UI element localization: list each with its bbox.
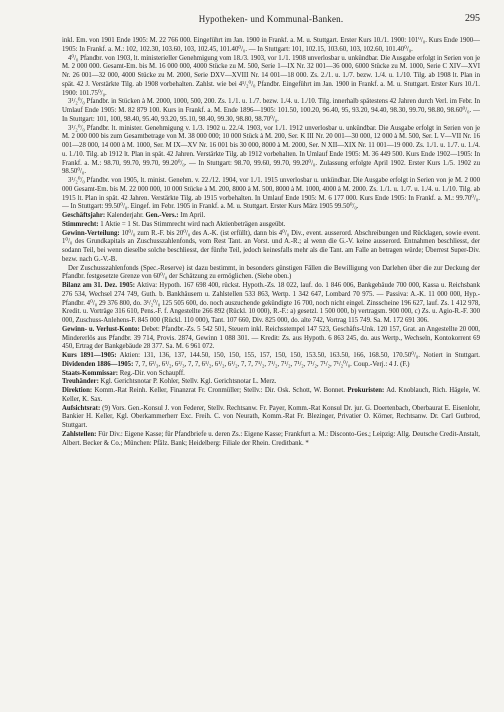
paragraph [62, 352, 480, 370]
text-run: 7, 7, 6²/₃, 6¹/₂, 6²/₃, 7, 7, 6¹/₂, 6¹/₂, 6¹/₂, 7, 7, 7¹/₂, 7¹/₂, 7¹/₂, 7¹/₂, 7¹/₂, 7¹/₂, 7¹/₂⁰/₀. Coup.-Verj.: 4 J. (F.) [133, 360, 410, 368]
section-label: Zahlstellen: [62, 430, 97, 438]
text-run: Reg.-Dir. von Schaupff. [118, 369, 185, 377]
section-label: Aufsichtsrat: [62, 404, 101, 412]
text-run: 3¹/₂⁰/₀ Pfandbr. in Stücken à M. 2000, 1000, 500, 200. Zs. 1./1. u. 1./7. bezw. 1./4. u. 1./10. Tilg. innerhalb spätestens 42 Jahren durch Verl. im Febr. In Umlauf Ende 1905: M. 82 879 100. Kurs in Frankf. a. M. Ende 1896—1905: 101.50, 100.20, 96.40, 95, 93.20, 94.40, 98.30, 99.70, 98.80, 98.60⁰/₀. — In Stuttgart: 101, 100, 98.40, 95.40, 93.20, 95.10, 98.40, 99.30, 98.80, 98.70⁰/₀. [62, 98, 480, 123]
text-run: 4⁰/₀ Pfandbr. von 1903, lt. ministerieller Genehmigung vom 18./3. 1903, vor 1./1. 1908 unverlosbar u. unkündbar. Die Ausgabe erfolgt in Serien von je M. 2 000 000. Gesamt-Em. bis M. 16 000 000, 4000 Stücke zu M. 500, Serie 1—IX Nr. 32 001—36 000, 6000 Stücke zu M. 1000, Serie C XIV—XVI Nr. 26 001—32 000, 4000 Stücke zu M. 2000, Serie DXV—XVIII Nr. 14 001—18 000. Zs. 2./1. u. 1./7. bezw. 1./4. u. 1./10. Tilg. ab 1908 lt. Plan in spät. 42 J. Verstärkte Tilg. ab 1908 vorbehalten. Zahlst. wie bei 4¹/₂⁰/₀ Pfandbr. Eingeführt im Jan. 1900 in Frankf. a. M. u. Stuttgart. Erster Kurs 10./1. 1900: 101.75⁰/₀. [62, 54, 480, 97]
section-label: Gewinn-Verteilung: [62, 229, 120, 237]
text-run: Ad. Knoblauch, Rich. Hägele, W. Keller, K. Sax. [62, 387, 480, 403]
text-run: (9) Vors. Gen.-Konsul J. von Federer, Stellv. Rechtsanw. Fr. Payer, Komm.-Rat Konsul Dr. jur. G. Doertenbach, Oberbaurat E. Eisenlohr, Bankier H. Keller, Kgl. Oberkammerherr Exc. Freih. C. von Neurath, Komm.-Rat Fr. Blezinger, Privatier O. Körner, Rechtsanw. Dr. Carl Gutbrod, Stuttgart. [62, 404, 480, 429]
section-label: Bilanz am 31. Dez. 1905: [62, 282, 136, 289]
paragraph [62, 221, 480, 230]
text-run: Aktien: 131, 136, 137, 144.50, 150, 150, 155, 157, 150, 150, 153.50, 163.50, 166, 168.50, 170.50⁰/₀. Notiert in Stuttgart. [116, 352, 480, 359]
text-run: Aktiva: Hypoth. 167 698 400, rückst. Hypoth.-Zs. 18 022, lauf. do. 1 846 006, Bankgebäude 700 000, Kassa u. Reichsbank 276 534, Wechsel 274 749, Guth. b. Bankhäusern u. Zahlstellen 533 863, Wertp. 1 342 647, Lombard 70 975. — Passiva: A.-K. 11 000 000, Hyp.-Pfandbr. 4⁰/₀ 29 376 800, do. 3¹/₂⁰/₀ 125 505 600, do. noch auszuchende gekündigte 16 700, noch nicht eingel. Zinsscheine 196 627, lauf. Zs. 1 412 978, Kredit. u. Vorträge 316 610, Pens.-F. f. Angestellte 266 892 (Rückl. 10 000), R.-F.: a) gesetzl. 1 500 000, b) vertragsm. 900 000, c) Zs. u. Agio-R.-F. 300 000, Zuschuss-Anlehens-F. 845 000 (Rückl. 110 000), Tant. 107 660, Div. 825 000, do. alte 742, Vortrag 115 749. Sa. M. 172 691 306. [62, 282, 480, 324]
text-run: Komm.-Rat Reinh. Keller, Finanzrat Fr. Cronmüller; Stellv.: Dir. Osk. Schott, W. Bonnet. [92, 387, 348, 394]
section-label: Geschäftsjahr: [62, 212, 106, 219]
text-run: 1 Aktie = 1 St. Das Stimmrecht wird nach Aktienbeträgen ausgeübt. [98, 220, 286, 228]
section-label: Stimmrecht: [62, 220, 99, 228]
paragraph [62, 431, 480, 449]
paragraph [62, 370, 480, 379]
paragraph [62, 98, 480, 124]
section-label: Gen.-Vers.: [145, 212, 179, 219]
section-label: Kurs 1891—1905: [62, 352, 117, 359]
paragraph [62, 282, 480, 326]
running-title: Hypotheken- und Kommunal-Banken. [198, 14, 344, 24]
section-label: Direktion: [62, 387, 93, 394]
paragraph [62, 326, 480, 352]
paragraph [62, 37, 480, 55]
paragraph [62, 212, 480, 221]
paragraph [62, 405, 480, 431]
text-run: Der Zuschusszahlenfonds (Spec.-Reserve) ist dazu bestimmt, in besonders günstigen Fällen die Bewilligung von Darlehen über die zur Deckung der Pfandbr. festgesetzte Grenze von 60⁰/₀ der Schätzung zu ermöglichen. (Siehe oben.) [62, 264, 480, 281]
text-run: Kgl. Gerichtsnotar P. Kohler, Stellv. Kgl. Gerichtsnotar L. Merz. [98, 378, 277, 386]
page-header [62, 13, 480, 25]
text-run: inkl. Em. von 1901 Ende 1905: M. 22 766 000. Eingeführt im Jan. 1900 in Frankf. a. M. u. Stuttgart. Erster Kurs 10./1. 1900: 101⁰/₀. Kurs Ende 1900—1905: In Frankf. a. M.: 102, 102.30, 103.60, 103, 102.45, 101.40⁰/₀. — In Stuttgart: 101, 102.15, 103.60, 103, 102.60, 101.40⁰/₀. [62, 37, 480, 53]
paragraph [62, 230, 480, 265]
section-label: Prokuristen: [347, 387, 385, 394]
paragraph [62, 55, 480, 99]
page-number: 295 [465, 13, 480, 24]
text-run: Kalenderjahr. [105, 212, 146, 219]
paragraph [62, 378, 480, 387]
section-label: Treuhänder: [62, 378, 99, 386]
paragraph [62, 125, 480, 178]
text-run: Debet: Pfandbr.-Zs. 5 542 501, Steuern inkl. Reichsstempel 147 523, Geschäfts-Unk. 120 157, Grat. an Angestellte 20 000, Mindererlös aus Pfandbr. 39 714, Provis. 2874, Gewinn 1 088 301. — Kredit: Zs. aus Hypoth. 6 863 245, do. aus Wertp., Wechseln, Kontokorrent 69 450, Ertrag der Bankgebäude 28 377. Sa. M. 6 961 072. [62, 325, 480, 351]
paragraph [62, 177, 480, 212]
text-run: Für Div.: Eigene Kasse; für Pfandbriefe u. deren Zs.: Eigene Kasse; Frankfurt a. M.: Disconto-Ges.; Leipzig: Allg. Deutsche Credit-Anstalt, Albert. Becker & Co.; München: Pfälz. Bank; Heidelberg: Filiale der Rhein. Creditbank. * [62, 430, 480, 447]
section-label: Dividenden 1886—1905: [62, 360, 134, 368]
text-run: Im April. [178, 212, 206, 219]
section-label: Staats-Kommissar: [62, 369, 119, 377]
text-run: 3¹/₂⁰/₀ Pfandbr. von 1905, lt. minist. Genehm. v. 22./12. 1904, vor 1./1. 1915 unverlosbar u. unkündbar. Die Ausgabe erfolgt in Serien von je M. 2 000 000 Gesamt-Em. bis M. 22 000 000, 10 000 Stücke à M. 200, 8000 à M. 500, 8000 à M. 1000, 4000 à M. 2000. Zs. 1./1. u. 1./7. u. 1./4. u. 1./10. Tilg. ab 1915 lt. Plan in spät. 42 Jahren. Verstärkte Tilg. ab 1915 vorbehalten. In Umlauf Ende 1905: M. 6 177 000. Kurs Ende 1905: In Frankf. a. M.: 99.70⁰/₀. — In Stuttgart: 99.50⁰/₀. Eingef. im Febr. 1905 in Frankf. a. M. u. Stuttgart. Erster Kurs März 1905 99.50⁰/₀. [62, 177, 480, 211]
section-label: Gewinn- u. Verlust-Konto: [62, 325, 140, 333]
text-run: 10⁰/₀ zum R.-F. bis 20⁰/₀ des A.-K. (ist erfüllt), dann bis 4⁰/₀ Div., event. ausserord. Abschreibungen und Rücklagen, sowie event. 1⁰/₀ des Grundkapitals an Zuschusszahlenfonds, vom Rest Tant. an Vorst. und A.-R.; al wenn die G.-V. keine ausserord. Entnahmen beschliesst, der sodann Teil, bei wenn dieselbe solche beschliesst, der fünfte Teil, jedoch keinesfalls mehr als die Tant. am Falle an betragen würde; Überrest Super-Div. bezw. nach G.-V.-B. [62, 229, 480, 263]
paragraph [62, 387, 480, 405]
document-body [62, 37, 480, 701]
paragraph [62, 265, 480, 283]
text-run: 3¹/₂⁰/₀ Pfandbr. lt. minister. Genehmigung v. 1./3. 1902 u. 22./4. 1903, vor 1./1. 1912 unverlosbar u. unkündbar. Die Ausgabe erfolgt in Serien von je M. 2 000 000 bis zum Gesamtbetrage von M. 38 000 000; 10 000 Stück à M. 200, Ser. K III Nr. 20 001—30 000, 12 000 à M. 500, Ser. L V—VII Nr. 16 001—28 000, 14 000 à M. 1000, Ser. M IX—XV Nr. 16 001 bis 30 000, 8000 à M. 2000, Ser. N XII—XIX Nr. 11 001—19 000. Zs. 1./1. u. 1./7. u. 1./4. u. 1./10. Tilg. ab 1912 lt. Plan in spät. 42 Jahren. Verstärkte Tilg. ab 1912 vorbehalten. In Umlauf Ende 1905: M. 36 449 500. Kurs Ende 1902—1905: In Frankf. a. M.: 98.70, 99.70, 99.70, 99.20⁰/₀. — In Stuttgart: 98.70, 99.60, 99.70, 99.20⁰/₀. Zulassung erfolgte April 1902. Erster Kurs 1./5. 1902 zu 98.50⁰/₀. [62, 124, 480, 176]
